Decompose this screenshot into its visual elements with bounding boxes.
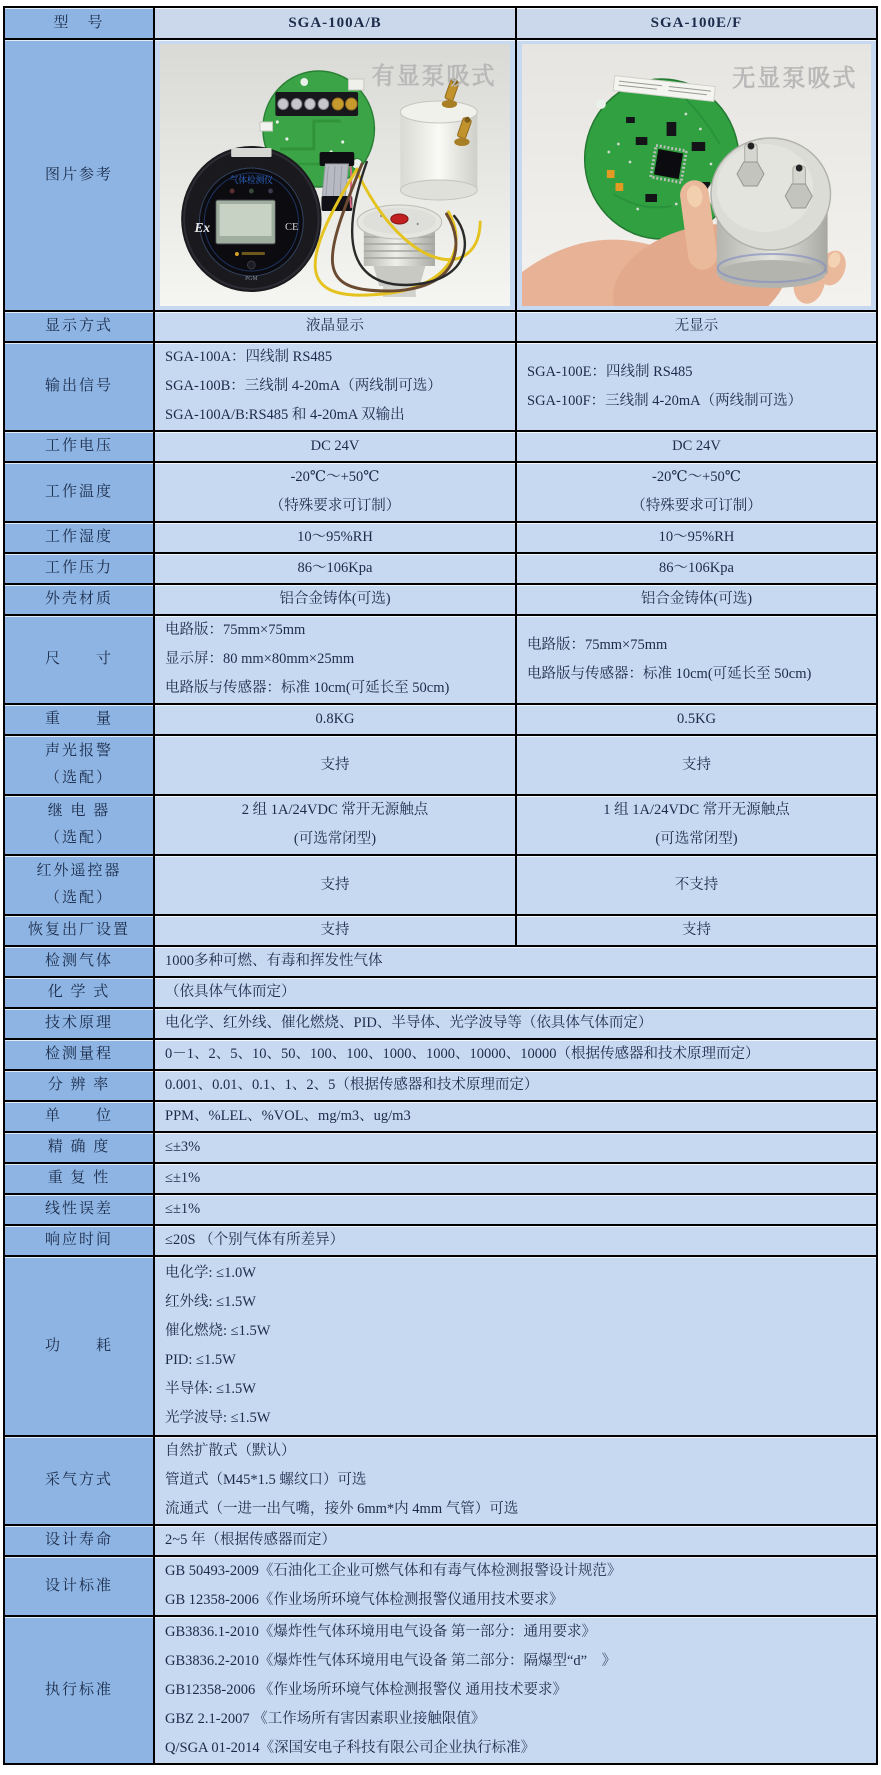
table-row [4, 1194, 877, 1225]
column-header-sga-100ab: SGA-100A/B [154, 7, 516, 39]
spec-cell: 支持 [516, 915, 877, 946]
spec-cell: 0.8KG [154, 704, 516, 735]
sensor-red-dot [391, 214, 408, 224]
table-row [4, 462, 877, 522]
product-photo-a-cell [154, 39, 516, 311]
row-label: 执行标准 [4, 1616, 154, 1764]
spec-cell: 10～95%RH [516, 522, 877, 553]
row-label: 工作电压 [4, 431, 154, 462]
spec-cell: 不支持 [516, 855, 877, 915]
row-label: 重 量 [4, 704, 154, 735]
table-row [4, 1101, 877, 1132]
sensor-cylinder-b [711, 138, 831, 288]
table-row [4, 735, 877, 795]
table-row [4, 1616, 877, 1764]
table-row [4, 946, 877, 977]
spec-cell: 铝合金铸体(可选) [154, 584, 516, 615]
spec-cell: 支持 [516, 735, 877, 795]
row-label: 检测气体 [4, 946, 154, 977]
table-row [4, 1525, 877, 1556]
table-row [4, 1132, 877, 1163]
spec-cell: 无显示 [516, 311, 877, 342]
spec-table [3, 6, 878, 1765]
spec-cell: DC 24V [154, 431, 516, 462]
photo-row [4, 39, 877, 311]
row-label: 尺 寸 [4, 615, 154, 704]
table-row [4, 584, 877, 615]
row-label: 恢复出厂设置 [4, 915, 154, 946]
spec-cell: 铝合金铸体(可选) [516, 584, 877, 615]
spec-cell: （依具体气体而定） [154, 977, 877, 1008]
row-label: 分 辨 率 [4, 1070, 154, 1101]
row-label: 采气方式 [4, 1436, 154, 1525]
spec-cell: DC 24V [516, 431, 877, 462]
spec-cell: SGA-100E：四线制 RS485 SGA-100F：三线制 4-20mA（两线制可选） [516, 342, 877, 431]
table-row [4, 704, 877, 735]
spec-cell: 0.001、0.01、0.1、1、2、5（根据传感器和技术原理而定） [154, 1070, 877, 1101]
table-row [4, 1556, 877, 1616]
spec-cell: 0－1、2、5、10、50、100、100、1000、1000、10000、10000（根据传感器和技术原理而定） [154, 1039, 877, 1070]
row-label: 精 确 度 [4, 1132, 154, 1163]
spec-cell: 支持 [154, 915, 516, 946]
photo-a-watermark: 有显泵吸式 [371, 63, 497, 91]
spec-cell: 2 组 1A/24VDC 常开无源触点 (可选常闭型) [154, 795, 516, 855]
spec-cell: 86～106Kpa [516, 553, 877, 584]
row-label: 红外遥控器 （选配） [4, 855, 154, 915]
row-label: 设计寿命 [4, 1525, 154, 1556]
spec-cell: 2~5 年（根据传感器而定） [154, 1525, 877, 1556]
spec-cell: -20℃～+50℃ （特殊要求可订制） [154, 462, 516, 522]
table-row [4, 1070, 877, 1101]
row-label: 设计标准 [4, 1556, 154, 1616]
spec-cell: ≤20S （个别气体有所差异） [154, 1225, 877, 1256]
spec-cell: 0.5KG [516, 704, 877, 735]
header-row [4, 7, 877, 39]
table-row [4, 615, 877, 704]
row-label: 继 电 器 （选配） [4, 795, 154, 855]
spec-cell: ≤±1% [154, 1163, 877, 1194]
spec-cell: 10～95%RH [154, 522, 516, 553]
spec-cell: SGA-100A：四线制 RS485 SGA-100B：三线制 4-20mA（两线制可选） SGA-100A/B:RS485 和 4-20mA 双输出 [154, 342, 516, 431]
spec-cell: 自然扩散式（默认） 管道式（M45*1.5 螺纹口）可选 流通式（一进一出气嘴，接外 6mm*内 4mm 气管）可选 [154, 1436, 877, 1525]
column-header-sga-100ef: SGA-100E/F [516, 7, 877, 39]
spec-cell: 液晶显示 [154, 311, 516, 342]
table-row [4, 1163, 877, 1194]
spec-cell: 1 组 1A/24VDC 常开无源触点 (可选常闭型) [516, 795, 877, 855]
spec-cell: 电路版：75mm×75mm 电路版与传感器：标准 10cm(可延长至 50cm) [516, 615, 877, 704]
row-label: 化 学 式 [4, 977, 154, 1008]
spec-cell: GB 50493-2009《石油化工企业可燃气体和有毒气体检测报警设计规范》 GB 12358-2006《作业场所环境气体检测报警仪通用技术要求》 [154, 1556, 877, 1616]
row-label: 响应时间 [4, 1225, 154, 1256]
table-row [4, 1008, 877, 1039]
row-label: 功 耗 [4, 1256, 154, 1436]
row-label: 单 位 [4, 1101, 154, 1132]
row-label: 工作湿度 [4, 522, 154, 553]
table-row [4, 311, 877, 342]
spec-cell: PPM、%LEL、%VOL、mg/m3、ug/m3 [154, 1101, 877, 1132]
model-header-label: 型 号 [4, 7, 154, 39]
ex-mark-text: Ex [194, 219, 211, 236]
table-row [4, 1436, 877, 1525]
gas-detector-head [181, 146, 321, 292]
product-photo-a [160, 44, 510, 306]
spec-cell: 电化学: ≤1.0W 红外线: ≤1.5W 催化燃烧: ≤1.5W PID: ≤1.5W 半导体: ≤1.5W 光学波导: ≤1.5W [154, 1256, 877, 1436]
spec-cell: -20℃～+50℃ （特殊要求可订制） [516, 462, 877, 522]
product-photo-b-cell [516, 39, 877, 311]
ce-mark-text: CE [284, 220, 299, 234]
device-brand-text: 气体检测仪 [229, 174, 273, 186]
table-row [4, 553, 877, 584]
spec-cell: 电化学、红外线、催化燃烧、PID、半导体、光学波导等（依具体气体而定） [154, 1008, 877, 1039]
table-row [4, 1225, 877, 1256]
table-row [4, 431, 877, 462]
table-row [4, 1256, 877, 1436]
table-row [4, 1039, 877, 1070]
spec-cell: 1000多种可燃、有毒和挥发性气体 [154, 946, 877, 977]
spec-cell: ≤±1% [154, 1194, 877, 1225]
table-row [4, 855, 877, 915]
row-label: 图片参考 [4, 39, 154, 311]
row-label: 外壳材质 [4, 584, 154, 615]
row-label: 工作压力 [4, 553, 154, 584]
row-label: 技术原理 [4, 1008, 154, 1039]
row-label: 检测量程 [4, 1039, 154, 1070]
row-label: 重 复 性 [4, 1163, 154, 1194]
table-row [4, 795, 877, 855]
row-label: 声光报警 （选配） [4, 735, 154, 795]
spec-cell: ≤±3% [154, 1132, 877, 1163]
spec-cell: 支持 [154, 855, 516, 915]
spec-cell: GB3836.1-2010《爆炸性气体环境用电气设备 第一部分：通用要求》 GB3836.2-2010《爆炸性气体环境用电气设备 第二部分：隔爆型“d” 》 GB12358-2006 《作业场所环境气体检测报警仪 通用技术要求》 GBZ 2.1-2007 《工作场所有害因素职业接触限值》 Q/SGA 01-2014《深国安电子科技有限公司企业执行标准》 [154, 1616, 877, 1764]
table-row [4, 977, 877, 1008]
spec-cell: 86～106Kpa [154, 553, 516, 584]
product-photo-b [522, 44, 871, 306]
row-label: 线性误差 [4, 1194, 154, 1225]
row-label: 工作温度 [4, 462, 154, 522]
table-row [4, 915, 877, 946]
photo-b-watermark: 无显泵吸式 [732, 65, 858, 93]
table-row [4, 522, 877, 553]
spec-cell: 支持 [154, 735, 516, 795]
pgm-button-text: PGM [245, 275, 258, 283]
table-row [4, 342, 877, 431]
spec-cell: 电路版：75mm×75mm 显示屏：80 mm×80mm×25mm 电路版与传感器：标准 10cm(可延长至 50cm) [154, 615, 516, 704]
row-label: 显示方式 [4, 311, 154, 342]
row-label: 输出信号 [4, 342, 154, 431]
